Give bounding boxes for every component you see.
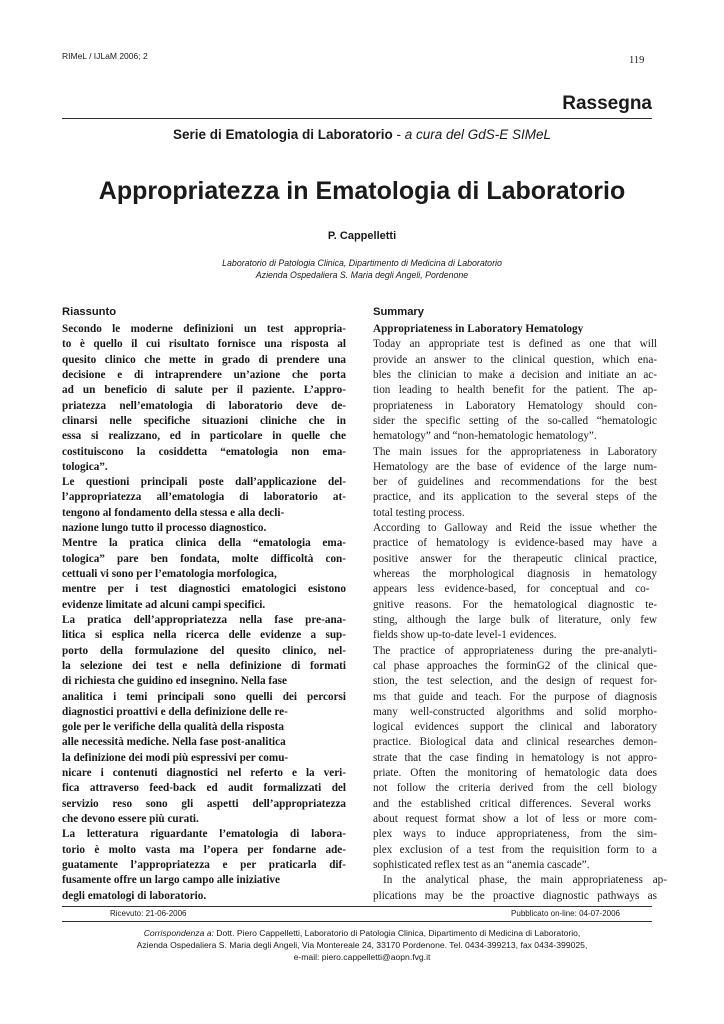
riassunto-line: Le questioni principali poste dall’applicazione del- <box>62 476 347 489</box>
summary-line: tion leading to health benefit for the patient. The ap- <box>373 384 657 397</box>
riassunto-line: to è quello il cui risultato fornisce una risposta al <box>62 338 346 351</box>
series-curator: a cura del GdS-E SIMeL <box>404 127 552 142</box>
riassunto-line: costituiscono la cosiddetta “ematologia non ema- <box>62 445 347 458</box>
riassunto-line: ad un beneficio di salute per il paziente. L’appro- <box>62 384 346 397</box>
summary-line: The main issues for the appropriateness in Laboratory <box>373 445 658 458</box>
riassunto-line: gole per le verifiche della qualità della risposta <box>62 721 284 734</box>
riassunto-line: analitica i temi principali sono quelli dei percorsi <box>62 690 346 703</box>
riassunto-line: l’appropriatezza all’ematologia di laboratorio at- <box>62 491 346 504</box>
summary-line: whereas the morphological diagnosis in hematology <box>373 568 657 580</box>
correspondence-text-1: Dott. Piero Cappelletti, Laboratorio di Patologia Clinica, Dipartimento di Medicina di Laboratorio, <box>213 928 581 938</box>
correspondence-line-2: Azienda Ospedaliera S. Maria degli Angeli, Via Montereale 24, 33170 Pordenone. Tel. 0434-399213, fax 0434-399025, <box>136 940 588 950</box>
riassunto-line: tologica”. <box>62 460 108 473</box>
riassunto-line: quesito clinico che mette in grado di prendere una <box>62 353 347 366</box>
riassunto-heading: Riassunto <box>62 306 117 318</box>
summary-line: positive answer for the therapeutic clinical practice, <box>373 552 657 565</box>
riassunto-line: essa si realizzano, ed in particolare in quelle che <box>62 430 346 443</box>
riassunto-column <box>62 306 346 904</box>
summary-line: about request format show a lot of less or more com- <box>373 813 657 825</box>
affiliation-line-2: Azienda Ospedaliera S. Maria degli Angeli, Pordenone <box>255 270 469 280</box>
summary-subtitle: Appropriateness in Laboratory Hematology <box>373 323 584 335</box>
riassunto-line: fusamente offre un largo campo alle iniziative <box>62 874 280 887</box>
riassunto-line: evidenze limitate ad alcuni campi specifici. <box>62 598 266 611</box>
summary-line: ms that guide and teach. For the purpose of diagnosis <box>373 690 657 703</box>
affiliation <box>0 257 724 281</box>
summary-line: In the analytical phase, the main appropriateness ap- <box>383 874 667 887</box>
riassunto-line: litica si esplica nella ricerca delle evidenze a sup- <box>62 629 346 642</box>
summary-column <box>373 306 667 904</box>
riassunto-line: la selezione dei test e nella definizione di formati <box>62 659 347 672</box>
series-name: Serie di Ematologia di Laboratorio <box>172 127 393 142</box>
series-separator: - <box>392 127 405 142</box>
footer-divider-top <box>62 906 652 907</box>
summary-body <box>373 337 667 904</box>
affiliation-line-1: Laboratorio di Patologia Clinica, Dipartimento di Medicina di Laboratorio <box>222 258 502 268</box>
summary-line: and the established critical differences. Several works <box>373 797 651 810</box>
summary-line: ber of guidelines and recommendations for the best <box>373 476 657 489</box>
summary-line: logical evidences support the clinical and laboratory <box>373 721 658 734</box>
summary-line: not follow the criteria derived from the cell biology <box>373 782 658 795</box>
summary-line: total testing process. <box>373 506 465 519</box>
summary-line: The practice of appropriateness during the pre-analyti- <box>373 644 657 657</box>
footer-divider-bottom <box>62 921 652 922</box>
summary-line: sophisticated reflex test as an “anemia cascade”. <box>373 858 590 871</box>
riassunto-line: fica attraverso feed-back ed audit formalizzati del <box>62 782 347 795</box>
riassunto-line: mentre per i test diagnostici ematologici esistono <box>62 583 346 596</box>
summary-line: According to Galloway and Reid the issue whether the <box>373 522 658 535</box>
riassunto-line: nazione lungo tutto il processo diagnostico. <box>62 522 267 535</box>
riassunto-line: decisione e di intraprendere un’azione che porta <box>62 368 346 381</box>
summary-line: bles the clinician to make a decision and initiate an ac- <box>373 368 657 381</box>
riassunto-line: servizio reso sono gli aspetti dell’appropriatezza <box>62 797 347 810</box>
riassunto-line: clinarsi nelle specifiche situazioni cliniche che in <box>62 414 346 427</box>
author: P. Cappelletti <box>327 230 397 242</box>
riassunto-line: diagnostici proattivi e della definizione delle re- <box>62 705 288 718</box>
summary-line: cal phase approaches the forminG2 of the clinical que- <box>373 659 657 672</box>
riassunto-line: nicare i contenuti diagnostici nel referto e la veri- <box>62 767 346 780</box>
journal-header: RIMeL / IJLaM 2006; 2 <box>62 51 148 61</box>
summary-line: priate. Often the monitoring of hematologic data does <box>373 767 658 780</box>
summary-line: strate that the case finding in hematology is not appro- <box>373 751 658 764</box>
summary-line: Hematology are the base of evidence of the large num- <box>373 460 658 473</box>
summary-line: practice. Biological data and clinical researches demon- <box>373 736 658 749</box>
summary-line: plex exclusion of a test from the requisition form to a <box>373 843 658 856</box>
riassunto-line: tengono al fondamento della stessa e alla decli- <box>62 506 285 519</box>
summary-line: practice, and its application to the several steps of the <box>373 491 658 504</box>
summary-line: hematology” and “non-hematologic hematology”. <box>373 430 597 443</box>
summary-line: plex ways to induce appropriateness, from the sim- <box>373 828 657 841</box>
summary-line: stion, the test selection, and the design of request for- <box>373 675 657 688</box>
summary-line: appears less evidence-based, for conceptual and co- <box>373 583 650 596</box>
series-line <box>0 127 724 142</box>
summary-line: provide an answer to the clinical question, which ena- <box>373 353 658 366</box>
riassunto-line: torio è molto vasta ma l’opera per fondarne ade- <box>62 843 346 856</box>
summary-line: sider the specific setting of the so-called “hematologic <box>373 414 657 427</box>
page-number: 119 <box>629 55 645 66</box>
correspondence <box>0 927 724 963</box>
correspondence-line-3: e-mail: piero.cappelletti@aopn.fvg.it <box>293 952 431 962</box>
riassunto-line: La letteratura riguardante l’ematologia di labora- <box>62 828 346 841</box>
correspondence-label: Corrispondenza a: <box>143 928 214 938</box>
summary-line: sting, although the large bulk of literature, only few <box>373 613 657 626</box>
summary-line: practice of hematology is evidence-based may have a <box>373 537 658 550</box>
published-date: Pubblicato on-line: 04-07-2006 <box>511 909 620 918</box>
top-divider <box>62 118 652 119</box>
riassunto-line: porto della formulazione del quesito clinico, nel- <box>62 644 346 657</box>
riassunto-line: di richiesta che guidino ed insegnino. Nella fase <box>62 675 288 688</box>
riassunto-line: Mentre la pratica clinica della “ematologia ema- <box>62 537 347 550</box>
received-date: Ricevuto: 21-06-2006 <box>110 909 187 918</box>
summary-line: propriateness in Laboratory Hematology should con- <box>373 399 658 412</box>
riassunto-line: Secondo le moderne definizioni un test appropria- <box>62 323 347 335</box>
summary-line: fields show up-to-date level-1 evidences. <box>373 629 557 642</box>
riassunto-line: tologica” pare ben fondata, molte difficoltà con- <box>62 552 346 565</box>
summary-line: plications may be the proactive diagnostic pathways as <box>373 889 657 902</box>
summary-heading: Summary <box>373 306 424 318</box>
riassunto-line: La pratica dell’appropriatezza nella fase pre-ana- <box>62 613 346 626</box>
riassunto-line: la definizione dei modi più espressivi per comu- <box>62 751 289 764</box>
riassunto-line: guatamente l’appropriatezza e per praticarla dif- <box>62 858 346 871</box>
riassunto-line: che devono essere più curati. <box>62 813 199 825</box>
article-title: Appropriatezza in Ematologia di Laboratorio <box>98 177 626 205</box>
correspondence-line-1 <box>0 927 724 939</box>
riassunto-body <box>62 322 346 904</box>
riassunto-line: priatezza nell’ematologia di laboratorio deve de- <box>62 399 347 412</box>
riassunto-line: alle necessità mediche. Nella fase post-analitica <box>62 736 286 749</box>
section-title: Rassegna <box>562 93 652 114</box>
summary-line: Today an appropriate test is defined as one that will <box>373 338 658 351</box>
summary-line: gnitive reasons. For the hematological diagnostic te- <box>373 598 658 611</box>
riassunto-line: degli ematologi di laboratorio. <box>62 889 207 902</box>
summary-line: many well-constructed algorithms and solid morpho- <box>373 705 657 718</box>
riassunto-line: cettuali vi sono per l’ematologia morfologica, <box>62 568 277 580</box>
